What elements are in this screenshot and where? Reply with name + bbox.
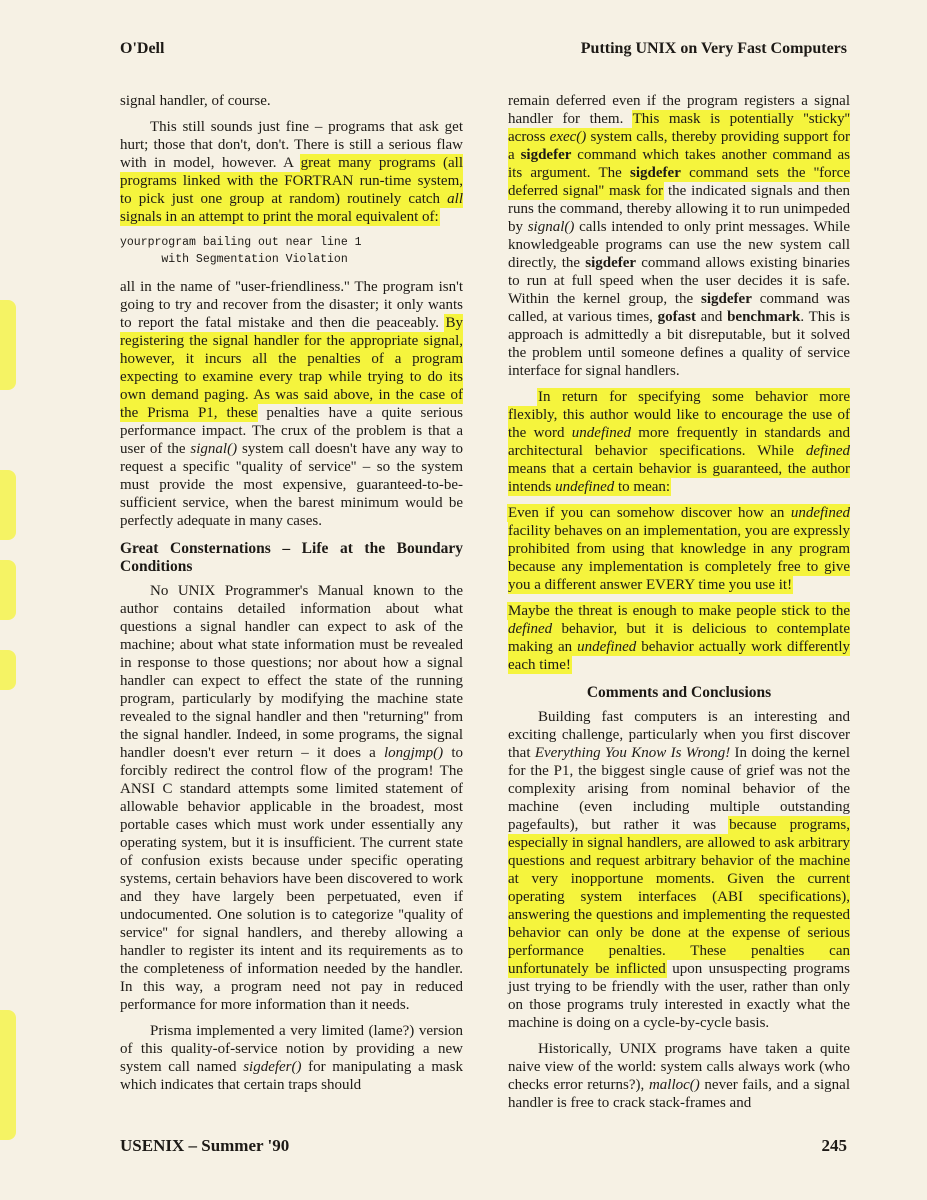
- paragraph: No UNIX Programmer's Manual known to the author contains detailed information about what questions a signal handler can expect to ask of the machine; about what state information must be revealed in response to those questions; nor about how a signal handler can expect to effect the state of the running program, particularly by modifying the machine state revealed to the signal handler and then ''returning'' from the signal handler. Indeed, in some programs, the signal handler doesn't ever return – it does a longjmp() to forcibly redirect the control flow of the program! The ANSI C standard attempts some limited statement of allowable behavior applicable in the broadest, most portable cases which must work under essentially any operating system, but it is insufficient. The current state of confusion exists because under specific operating systems, certain behaviors have been discovered to work and they have largely been perpetuated, even if undocumented. One solution is to categorize ''quality of service'' for signal handlers, and thereby allowing a handler to register its intent and its requirements as to the completeness of information needed by the handler. In this way, a program need not pay in reduced performance for more information than it needs.: [120, 583, 463, 1013]
- footer-conference: USENIX – Summer '90: [120, 1136, 290, 1155]
- paragraph: Historically, UNIX programs have taken a quite naive view of the world: system calls always work (who checks error returns?), malloc() never fails, and a signal handler is free to crack stack-frames and: [508, 1041, 850, 1111]
- paragraph: [508, 388, 850, 496]
- code-sample: yourprogram bailing out near line 1 with Segmentation Violation: [120, 236, 362, 266]
- paragraph: all in the name of ''user-friendliness.'' The program isn't going to try and recover from the disaster; it only wants to report the fatal mistake and then die peaceably. By registering the signal handler for the appropriate signal, however, it incurs all the penalties of a program expecting to examine every trap while trying to do its own demand paging. As was said above, in the case of the Prisma P1, these penalties have a quite serious performance impact. The crux of the problem is that a user of the signal() system call doesn't have any way to request a specific ''quality of service'' – so the system must provide the most expensive, guaranteed-to-be-sufficient service, when the barest minimum would be perfectly adequate in many cases.: [120, 279, 464, 529]
- highlighted-text: Even if you can somehow discover how an undefined facility behaves on an implementation, you are expressly prohibited from using that knowledge in any program because any implementation is completely free to give you a different answer EVERY time you use it!: [508, 505, 850, 593]
- paragraph: This still sounds just fine – programs that ask get hurt; those that don't, don't. There is still a serious flaw with in model, however. A great many programs (all programs linked with the FORTRAN run-time system, to pick just one group at random) routinely catch all signals in an attempt to print the moral equivalent of:: [120, 119, 463, 225]
- highlighted-text: By registering the signal handler for the appropriate signal, however, it incurs all the penalties of a program expecting to examine every trap while trying to do its own demand paging. As was said above, in the case of the Prisma P1, these: [120, 315, 463, 421]
- highlighter-smudge: [0, 1010, 16, 1140]
- highlighted-text: because programs, especially in signal handlers, are allowed to ask arbitrary questions and request arbitrary behavior of the machine at very inopportune moments. Given the current operating system interfaces (ABI specifications), answering the questions and implementing the requested behavior can only be done at the expense of serious performance penalties. These penalties can unfortunately be inflicted: [508, 817, 850, 977]
- highlighted-text: This mask is potentially ''sticky'' across exec() system calls, thereby providing support for a sigdefer command which takes another command as its argument. The sigdefer command sets the ''force deferred signal'' mask for: [508, 111, 850, 199]
- highlighter-smudge: [0, 470, 16, 540]
- highlighted-text: Maybe the threat is enough to make people stick to the defined behavior, but it is delicious to contemplate making an undefined behavior actually work differently each time!: [508, 603, 850, 673]
- running-header-author: O'Dell: [120, 40, 165, 57]
- running-header-title: Putting UNIX on Very Fast Computers: [580, 40, 847, 57]
- page-number: 245: [821, 1136, 847, 1155]
- paragraph: Prisma implemented a very limited (lame?) version of this quality-of-service notion by providing a new system call named sigdefer() for manipulating a mask which indicates that certain traps should: [120, 1023, 463, 1093]
- left-column: [120, 92, 463, 1102]
- highlighter-smudge: [0, 560, 16, 620]
- section-heading: Great Consternations – Life at the Boundary Conditions: [120, 540, 463, 575]
- highlighted-text: In return for specifying some behavior more flexibly, this author would like to encourage the use of the word undefined more frequently in standards and architectural behavior specifications. While defined means that a certain behavior is guaranteed, the author intends undefined to mean:: [508, 389, 850, 495]
- highlighter-smudge: [0, 650, 16, 690]
- section-heading: Comments and Conclusions: [586, 684, 772, 701]
- paragraph: remain deferred even if the program registers a signal handler for them. This mask is potentially ''sticky'' across exec() system calls, thereby providing support for a sigdefer command which takes another command as its argument. The sigdefer command sets the ''force deferred signal'' mask for the indicated signals and then runs the command, thereby allowing it to run unimpeded by signal() calls intended to only print messages. While knowledgeable programs can use the new system call directly, the sigdefer command allows existing binaries to run at full speed when the user decides it is safe. Within the kernel group, the sigdefer command was called, at various times, gofast and benchmark. This is approach is admittedly a bit disreputable, but it solved the problem until someone defines a quality of service interface for signal handlers.: [508, 93, 850, 379]
- highlighted-text: great many programs (all programs linked with the FORTRAN run-time system, to pick just one group at random) routinely catch all signals in an attempt to print the moral equivalent of:: [120, 155, 463, 225]
- right-column: [508, 92, 850, 1120]
- highlighter-smudge: [0, 300, 16, 390]
- paragraph: [508, 602, 850, 674]
- paragraph: Building fast computers is an interesting and exciting challenge, particularly when you first discover that Everything You Know Is Wrong! In doing the kernel for the P1, the biggest single cause of grief was not the complexity arising from nominal behavior of the machine (even including multiple outstanding pagefaults), but rather it was because programs, especially in signal handlers, are allowed to ask arbitrary questions and request arbitrary behavior of the machine at very inopportune moments. Given the current operating system interfaces (ABI specifications), answering the questions and implementing the requested behavior can only be done at the expense of serious performance penalties. These penalties can unfortunately be inflicted upon unsuspecting programs just trying to be friendly with the user, rather than only on those programs truly interested in exactly what the machine is doing on a cycle-by-cycle basis.: [508, 709, 851, 1031]
- block-quote: [508, 504, 850, 594]
- paragraph: signal handler, of course.: [120, 93, 271, 109]
